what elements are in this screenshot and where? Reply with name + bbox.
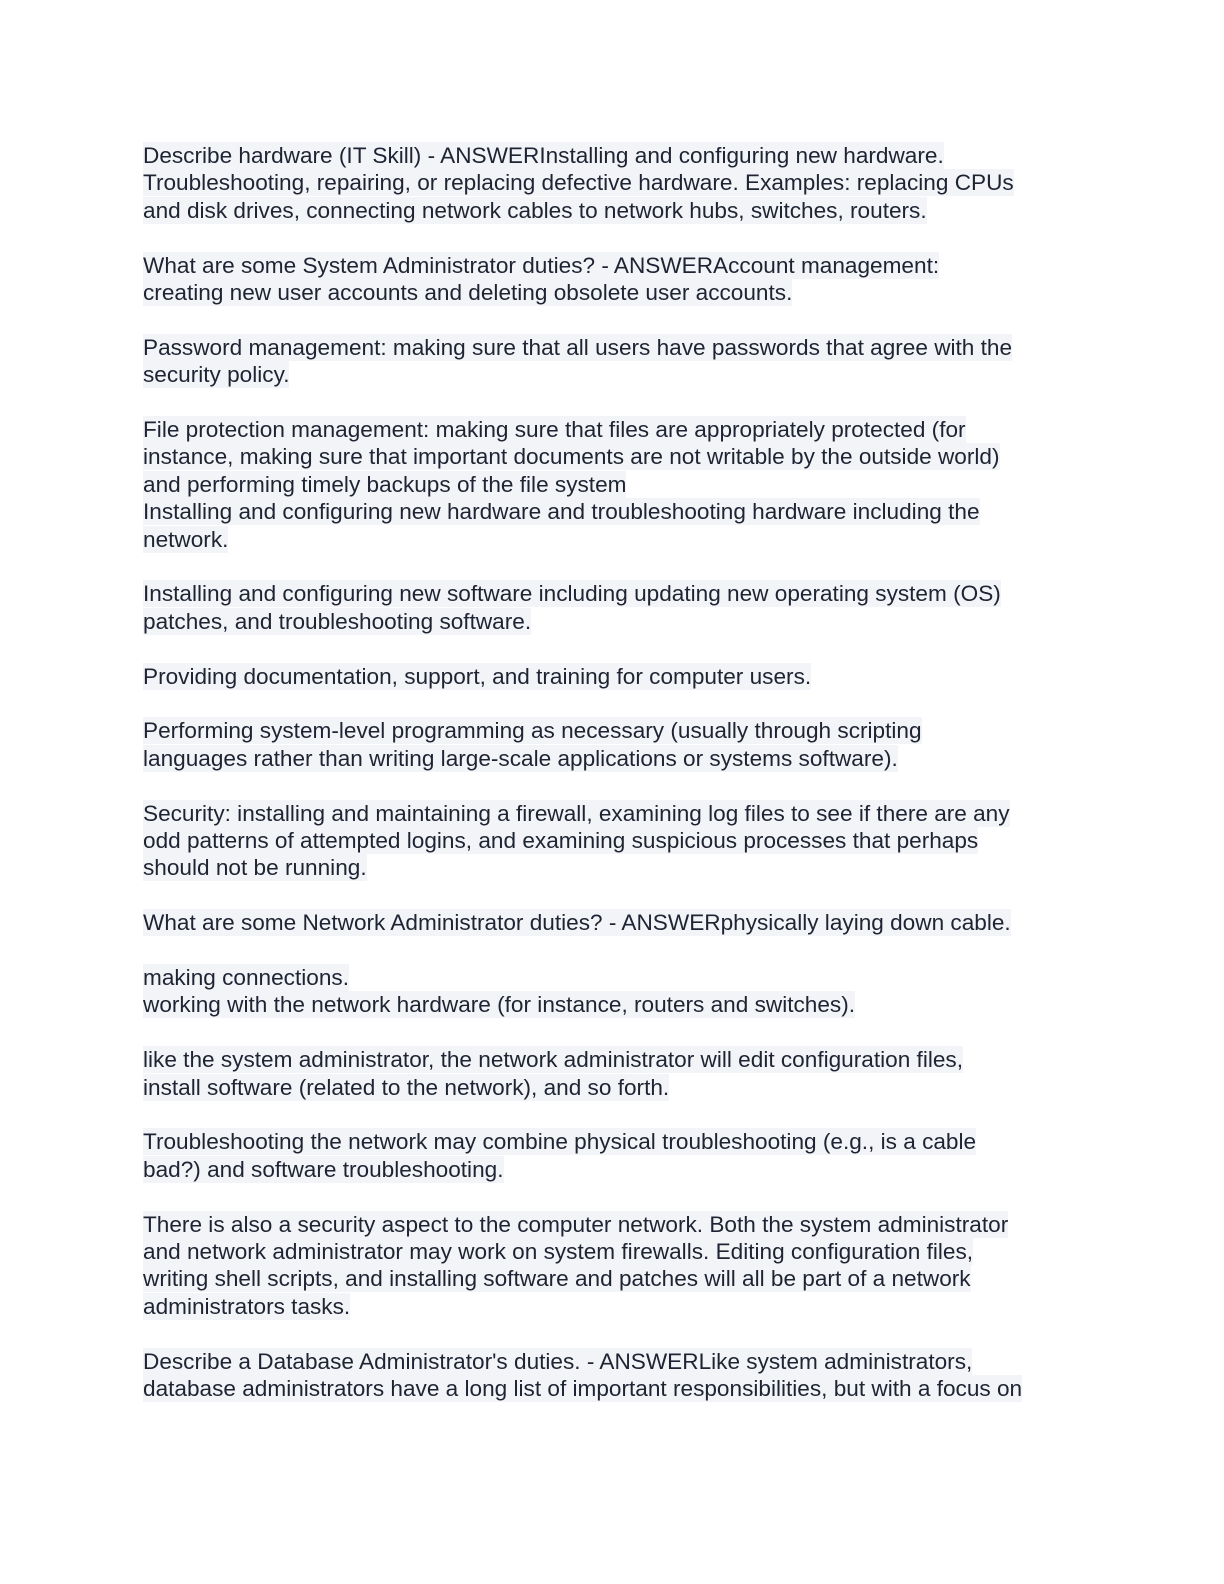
text-line: Security: installing and maintaining a firewall, examining log files to see if there are any <box>143 800 1010 826</box>
paragraph-programming <box>143 717 1083 772</box>
paragraph-gap <box>143 1019 1083 1046</box>
text-line: install software (related to the network), and so forth. <box>143 1074 670 1100</box>
text-line: languages rather than writing large-scale applications or systems software). <box>143 745 898 771</box>
text-line: and network administrator may work on system firewalls. Editing configuration files, <box>143 1239 974 1265</box>
text-line: There is also a security aspect to the computer network. Both the system administrator <box>143 1211 1009 1237</box>
text-line: administrators tasks. <box>143 1293 351 1319</box>
paragraph-troubleshooting <box>143 1128 1083 1183</box>
paragraph-dba-duties <box>143 1348 1083 1403</box>
paragraph-gap <box>143 1101 1083 1128</box>
text-line: Describe a Database Administrator's duties. - ANSWERLike system administrators, <box>143 1348 973 1374</box>
text-line: Troubleshooting the network may combine physical troubleshooting (e.g., is a cable <box>143 1129 977 1155</box>
text-line: bad?) and software troubleshooting. <box>143 1156 504 1182</box>
text-line: and performing timely backups of the file system <box>143 471 627 497</box>
paragraph-gap <box>143 1320 1083 1347</box>
paragraph-config-files <box>143 1046 1083 1101</box>
paragraph-gap <box>143 772 1083 799</box>
paragraph-security <box>143 800 1083 882</box>
paragraph-gap <box>143 690 1083 717</box>
text-line: security policy. <box>143 362 290 388</box>
text-line: Describe hardware (IT Skill) - ANSWERInstalling and configuring new hardware. <box>143 143 944 168</box>
text-line: creating new user accounts and deleting obsolete user accounts. <box>143 280 793 306</box>
paragraph-documentation <box>143 663 1083 690</box>
text-line: network. <box>143 526 229 552</box>
text-line: like the system administrator, the network administrator will edit configuration files, <box>143 1047 963 1073</box>
text-line: instance, making sure that important documents are not writable by the outside world) <box>143 444 1000 470</box>
paragraph-gap <box>143 553 1083 580</box>
text-line: odd patterns of attempted logins, and examining suspicious processes that perhaps <box>143 828 979 854</box>
text-line: Password management: making sure that all users have passwords that agree with the <box>143 334 1013 360</box>
text-line: making connections. <box>143 965 349 991</box>
text-line: Performing system-level programming as necessary (usually through scripting <box>143 718 922 744</box>
text-line: writing shell scripts, and installing software and patches will all be part of a network <box>143 1266 971 1292</box>
paragraph-password-management <box>143 334 1083 389</box>
paragraph-gap <box>143 1183 1083 1210</box>
paragraph-sysadmin-duties <box>143 252 1083 307</box>
text-line: patches, and troubleshooting software. <box>143 608 532 634</box>
paragraph-hardware <box>143 142 1083 224</box>
text-line: should not be running. <box>143 855 367 881</box>
text-line: Troubleshooting, repairing, or replacing defective hardware. Examples: replacing CPUs <box>143 170 1014 196</box>
paragraph-gap <box>143 937 1083 964</box>
text-line: Installing and configuring new software including updating new operating system (OS) <box>143 581 1001 607</box>
paragraph-software <box>143 580 1083 635</box>
text-line: and disk drives, connecting network cables to network hubs, switches, routers. <box>143 197 927 223</box>
text-line: What are some Network Administrator duties? - ANSWERphysically laying down cable. <box>143 910 1011 936</box>
text-line: Providing documentation, support, and training for computer users. <box>143 663 812 689</box>
text-line: What are some System Administrator duties? - ANSWERAccount management: <box>143 252 940 278</box>
paragraph-gap <box>143 635 1083 662</box>
text-line: Installing and configuring new hardware and troubleshooting hardware including the <box>143 499 980 525</box>
text-line: File protection management: making sure that files are appropriately protected (for <box>143 417 966 443</box>
paragraph-connections <box>143 964 1083 1019</box>
text-line: database administrators have a long list of important responsibilities, but with a focus on <box>143 1376 1023 1402</box>
paragraph-network-security <box>143 1211 1083 1321</box>
paragraph-gap <box>143 224 1083 251</box>
paragraph-gap <box>143 306 1083 333</box>
paragraph-netadmin-duties <box>143 909 1083 936</box>
document-body <box>143 142 1083 1402</box>
paragraph-gap <box>143 882 1083 909</box>
paragraph-file-protection <box>143 416 1083 553</box>
paragraph-gap <box>143 389 1083 416</box>
text-line: working with the network hardware (for instance, routers and switches). <box>143 992 856 1018</box>
